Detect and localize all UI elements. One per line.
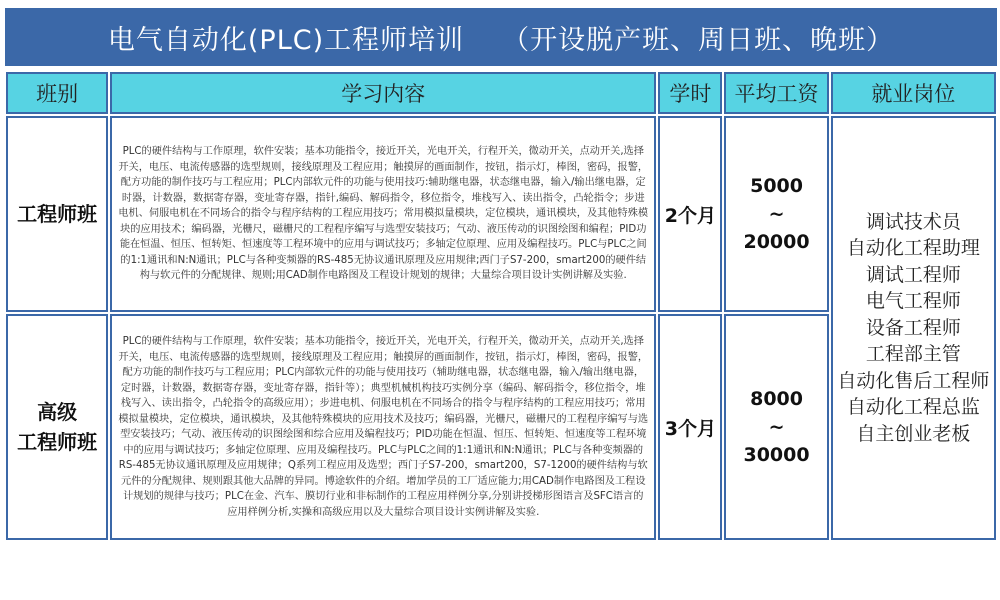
page-title: [5, 8, 997, 66]
job-item: 自动化工程助理: [846, 237, 980, 260]
course-content-cell: PLC的硬件结构与工作原理，软件安装；基本功能指令，接近开关，光电开关，行程开关，微动开关，点动开关,选择开关，电压、电流传感器的选型规则，接线原理及工程应用；触摸屏的画面制作，按钮，指示灯，棒图，密码，报警，配方功能的制作技巧与工程应用；PLC内部软元件的功能与使用技巧:辅助继电器，状态继电器，输入/输出继电器，定时器，计数器，数据寄存器，变址寄存器，指针,编码、解码指令，移位指令，堆栈写入、读出指令，凸轮指令；步进电机、伺服电机在不同场合的指令与程序结构的工程应用技巧；常用模拟量模块，定位模块，通讯模块，及其他特殊模块的应用技术；编码器，光栅尺，磁栅尺的工程程序编写与选型安装技巧；气动、液压传动的识图绘图和编程；PID功能在恒温、恒压、恒转矩、恒速度等工程环境中的应用与调试技巧；多轴定位原理、应用及编程技巧。PLC与PLC之间的1:1通讯和N:N通讯；PLC与各种变频器的RS-485无协议通讯原理及应用规律;西门子S7-200，smart200的硬件结构与软元件的分配规律、规则;用CAD制作电路图及工程设计规划的规律；大量综合项目设计实例讲解及实验.: [110, 116, 656, 312]
job-item: 设备工程师: [865, 316, 961, 339]
course-table: [4, 70, 998, 542]
jobs-cell: [831, 116, 996, 540]
job-item: 自动化工程总监: [846, 396, 980, 419]
salary-cell: [724, 116, 828, 312]
salary-cell: [724, 314, 828, 540]
job-item: 自主创业老板: [856, 422, 971, 445]
header-jobs: 就业岗位: [831, 72, 996, 114]
class-name-line: 工程师班: [17, 202, 98, 226]
course-content-cell: PLC的硬件结构与工作原理，软件安装；基本功能指令，接近开关，光电开关，行程开关，微动开关，点动开关,选择开关，电压、电流传感器的选型规则，接线原理及工程应用；触摸屏的画面制作，按钮，指示灯，棒图，密码，报警，配方功能的制作技巧与工程应用；PLC内部软元件的功能与使用技巧（辅助继电器，状态继电器，输入/输出继电器，定时器，计数器，数据寄存器，变址寄存器，指针等）；典型机械机构技巧实例分享（编码、解码指令，移位指令，堆栈写入、读出指令，凸轮指令的高级应用）；步进电机、伺服电机在不同场合的指令与程序结构的工程应用技巧；常用模拟量模块，定位模块，通讯模块，及其他特殊模块的应用技术及技巧；编码器，光栅尺，磁栅尺的工程程序编写与选型安装技巧；气动、液压传动的识图绘图和综合应用及编程技巧；PID功能在恒温、恒压、恒转矩、恒速度等工程环境中的应用与调试技巧；多轴定位原理、应用及编程技巧。PLC与PLC之间的1:1通讯和N:N通讯；PLC与各种变频器的RS-485无协议通讯原理及应用规律；Q系列工程应用及选型；西门子S7-200，smart200，S7-1200的硬件结构与软元件的分配规律、规则跟其他大品牌的异同。博途软件的介绍。增加学员的工厂适应能力;用CAD制作电路图及工程设计规划的规律与技巧；PLC在金、汽车、膜切行业和非标制作的工程应用样例分享,分别讲授梯形图语言及SFC语言的应用样例分析,实操和高级应用以及大量综合项目设计实例讲解及实验.: [110, 314, 656, 540]
table-row: [6, 116, 996, 312]
header-class: 班别: [6, 72, 108, 114]
salary-low: 8000: [750, 388, 803, 410]
class-name-cell: [6, 116, 108, 312]
salary-high: 30000: [743, 444, 810, 466]
title-sub: （开设脱产班、周日班、晚班）: [502, 24, 895, 56]
salary-separator: ~: [768, 416, 785, 438]
class-name-cell: [6, 314, 108, 540]
job-item: 工程部主管: [865, 343, 961, 366]
table-header-row: [6, 72, 996, 114]
salary-low: 5000: [750, 175, 803, 197]
job-item: 调试工程师: [865, 263, 961, 286]
job-item: 自动化售后工程师: [837, 369, 990, 392]
header-content: 学习内容: [110, 72, 656, 114]
class-name-line: 工程师班: [17, 430, 98, 454]
class-name-line: 高级: [37, 400, 78, 424]
job-item: 电气工程师: [865, 290, 961, 313]
duration-cell: 2个月: [658, 116, 722, 312]
header-salary: 平均工资: [724, 72, 828, 114]
salary-high: 20000: [743, 231, 810, 253]
job-item: 调试技术员: [865, 210, 961, 233]
salary-separator: ~: [768, 203, 785, 225]
header-hours: 学时: [658, 72, 722, 114]
duration-cell: 3个月: [658, 314, 722, 540]
title-main: 电气自动化(PLC)工程师培训: [107, 24, 465, 56]
